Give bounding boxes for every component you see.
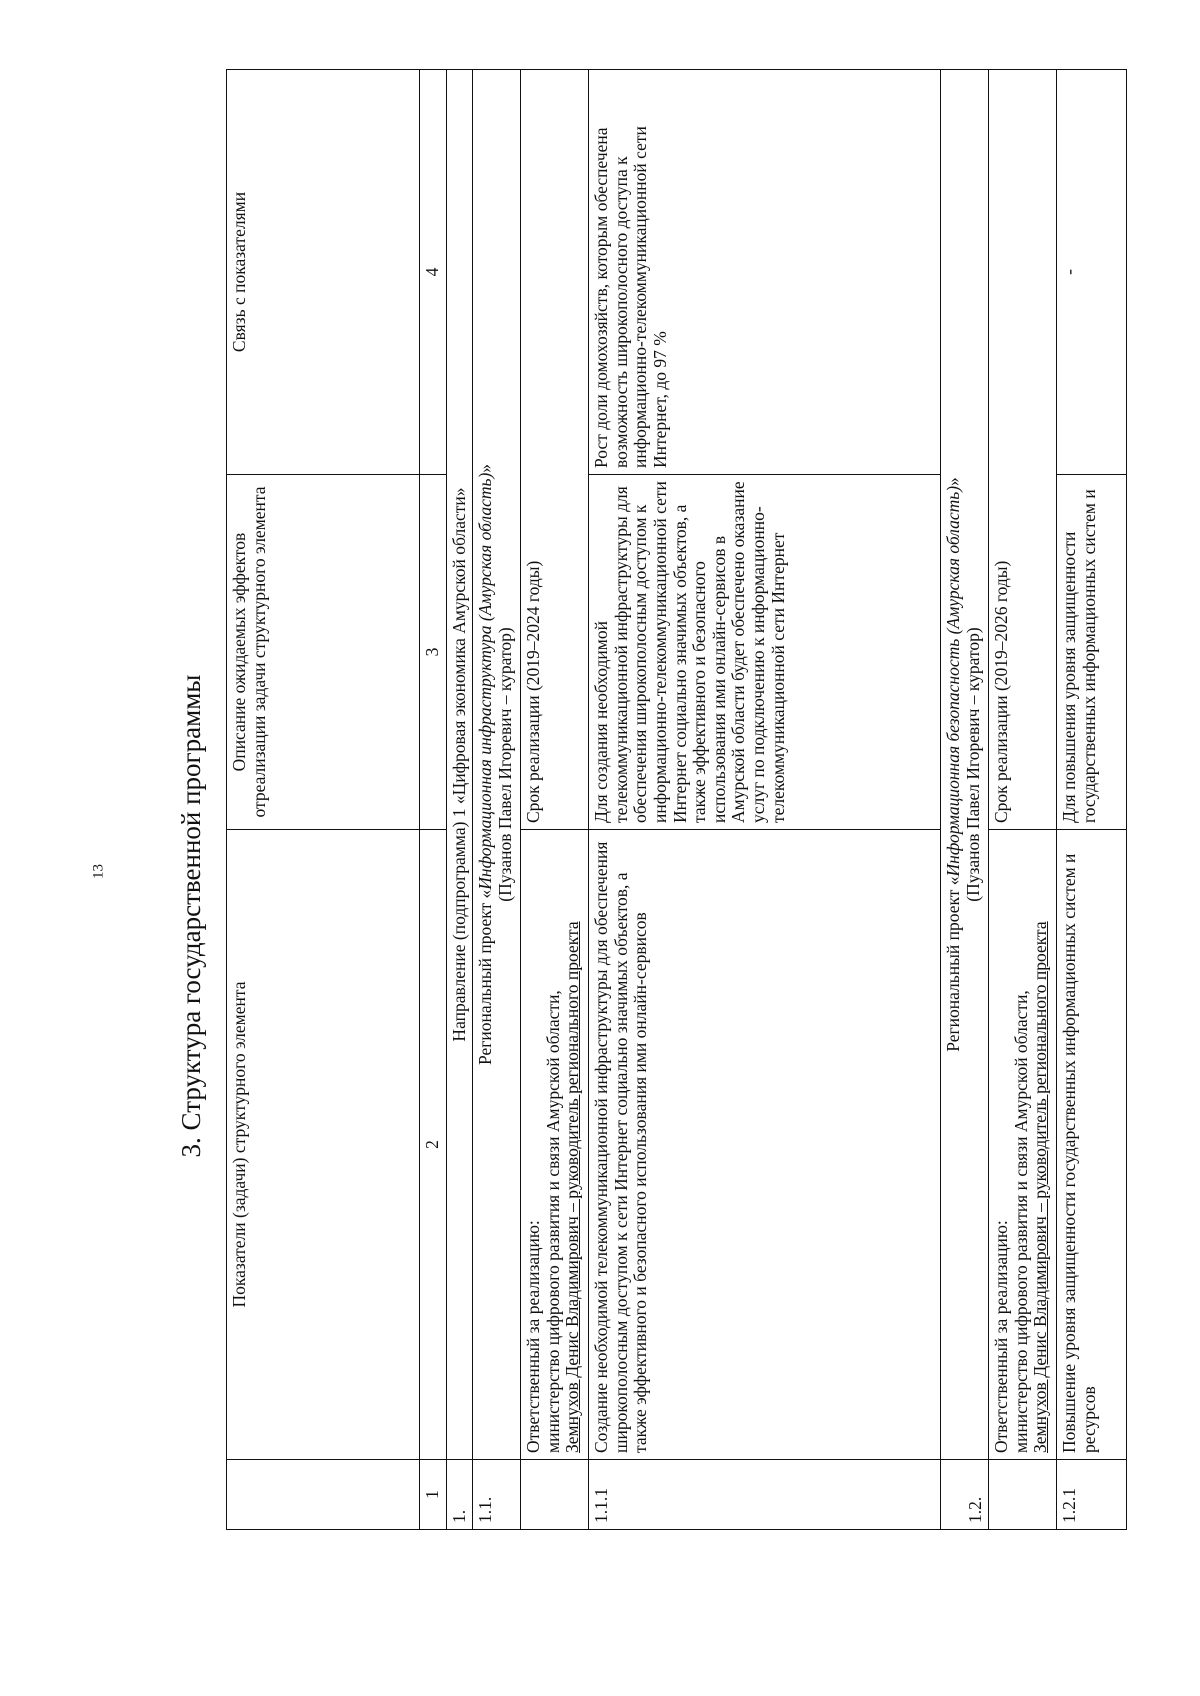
project-row (941, 70, 989, 1530)
task-row (1057, 70, 1127, 1530)
header-col-1 (227, 1460, 420, 1530)
effect-description: Для создания необходимой телекоммуникационной инфраструктуры для обеспечения широкополосным доступом к информационно-телекоммуникационной сети Интернет социально значимых объектов, а также эффективного и безопасного использования ими онлайн-сервисов в Амурской области будет обеспечено оказание услуг по подключению к информационно-телекоммуникационной сети Интернет (589, 475, 941, 830)
project-title: Региональный проект «Информационная инфраструктура (Амурская область)» (Пузанов Павел Игоревич – куратор) (473, 70, 521, 1460)
direction-title: Направление (подпрограмма) 1 «Цифровая экономика Амурской области» (446, 70, 473, 1460)
row-number: 1.2.1 (1057, 1460, 1127, 1530)
project-curator: (Пузанов Павел Игоревич – куратор) (962, 627, 983, 902)
header-row (227, 70, 420, 1530)
responsible-row (521, 70, 589, 1530)
row-number: 1.1. (473, 1460, 521, 1530)
rotated-page (0, 96, 1200, 1696)
project-name: Информационная инфраструктура (Амурская область) (475, 472, 496, 890)
indicator-link: Рост доли домохозяйств, которым обеспечена возможность широкополосного доступа к информационно-телекоммуникационной сети Интернет, до 97 % (589, 70, 941, 475)
task-description: Повышение уровня защищенности государственных информационных систем и ресурсов (1057, 830, 1127, 1460)
row-number: 1.2. (941, 1460, 989, 1530)
project-row (473, 70, 521, 1530)
project-name: Информационная безопасность (Амурская область) (943, 485, 964, 877)
column-number: 4 (420, 70, 447, 475)
page-number: 13 (90, 864, 107, 879)
column-number-row (420, 70, 447, 1530)
empty-cell (989, 1460, 1057, 1530)
responsible-info: Ответственный за реализацию: министерство цифрового развития и связи Амурской области, Земнухов Денис Владимирович – руководитель регионального проекта (521, 830, 589, 1460)
header-col-4: Связь с показателями (227, 70, 420, 475)
implementation-period: Срок реализации (2019–2026 годы) (989, 70, 1057, 830)
direction-row (446, 70, 473, 1530)
task-row (589, 70, 941, 1530)
responsible-info: Ответственный за реализацию: министерство цифрового развития и связи Амурской области, Земнухов Денис Владимирович – руководитель регионального проекта (989, 830, 1057, 1460)
header-col-2: Показатели (задачи) структурного элемента (227, 830, 420, 1460)
effect-description: Для повышения уровня защищенности государственных информационных систем и (1057, 475, 1127, 830)
column-number: 1 (420, 1460, 447, 1530)
empty-cell (521, 1460, 589, 1530)
header-col-3: Описание ожидаемых эффектов отреализации задачи структурного элемента (227, 475, 420, 830)
row-number: 1. (446, 1460, 473, 1530)
project-curator: (Пузанов Павел Игоревич – куратор) (494, 627, 515, 902)
column-number: 3 (420, 475, 447, 830)
row-number: 1.1.1 (589, 1460, 941, 1530)
task-description: Создание необходимой телекоммуникационной инфраструктуры для обеспечения широкополосным доступом к сети Интернет социально значимых объектов, а также эффективного и безопасного использования ими онлайн-сервисов (589, 830, 941, 1460)
page-title: 3. Структура государственной программы (176, 674, 206, 1158)
column-number: 2 (420, 830, 447, 1460)
responsible-row (989, 70, 1057, 1530)
project-title: Региональный проект «Информационная безопасность (Амурская область)» (Пузанов Павел Игоревич – куратор) (941, 70, 989, 1460)
responsible-person: Земнухов Денис Владимирович (1030, 1216, 1051, 1453)
indicator-link: - (1057, 70, 1127, 475)
responsible-person: Земнухов Денис Владимирович (562, 1216, 583, 1453)
structure-table (226, 69, 1127, 1530)
implementation-period: Срок реализации (2019–2024 годы) (521, 70, 589, 830)
